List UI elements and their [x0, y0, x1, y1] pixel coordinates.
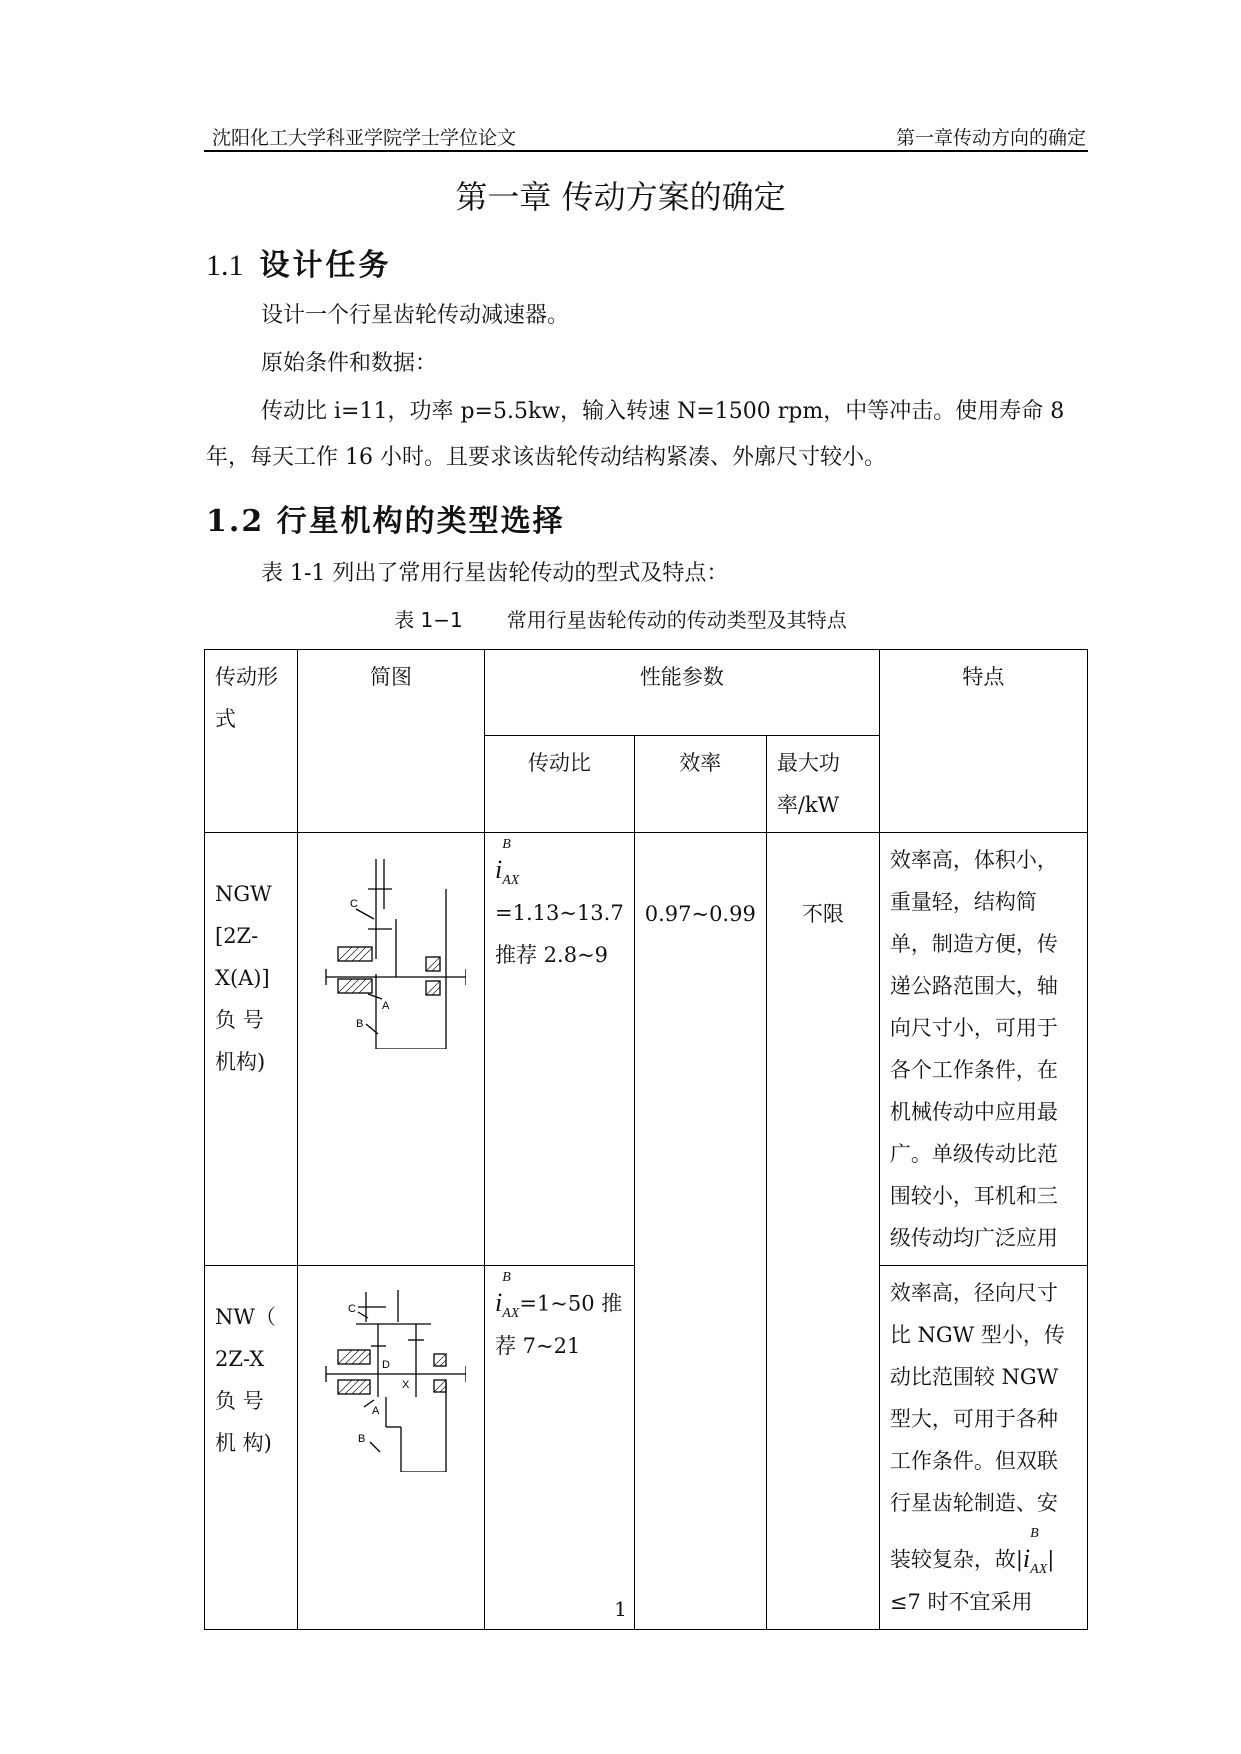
row-ngw-form: NGW [2Z-X(A)] 负 号 机构)	[205, 833, 298, 1266]
header-form: 传动形式	[205, 650, 298, 833]
header-rule	[204, 150, 1088, 152]
section-number: 1.1	[206, 249, 244, 282]
gear-type-table	[204, 649, 1088, 1630]
section-heading-1-2: 1.2 行星机构的类型选择	[206, 504, 565, 539]
diagram-label: X	[402, 1379, 410, 1391]
row-nw-diagram-cell	[298, 1266, 485, 1630]
row-nw-form: NW（ 2Z-X 负 号 机 构)	[205, 1266, 298, 1630]
ratio-value: =1~50 推荐 7~21	[495, 1291, 623, 1358]
chapter-title: 第一章 传动方案的确定	[455, 178, 786, 216]
header-features: 特点	[879, 650, 1087, 833]
table-caption	[0, 604, 1241, 633]
row-nw-ratio	[485, 1266, 635, 1630]
table-caption-number: 表 1−1	[394, 608, 463, 632]
diagram-label: C	[350, 898, 358, 910]
page-number: 1	[614, 1597, 627, 1621]
ngw-gear-diagram	[316, 849, 466, 1049]
diagram-label: A	[382, 1000, 390, 1012]
section-title: 设计任务	[259, 248, 392, 283]
row-efficiency: 0.97~0.99	[634, 833, 766, 1630]
row-max-power: 不限	[766, 833, 879, 1630]
diagram-label: B	[356, 1018, 364, 1030]
diagram-label: D	[382, 1359, 390, 1371]
row-ngw-diagram-cell	[298, 833, 485, 1266]
row-nw-features: 效率高，径向尺寸比 NGW 型小，传动比范围较 NGW 型大，可用于各种工作条件。但双联行星齿轮制造、安装较复杂，故$|i^B$ $_{AX}$|≤7 时不宜采用	[879, 1266, 1087, 1630]
diagram-label: A	[372, 1405, 380, 1417]
row-ngw-features: 效率高，体积小，重量轻，结构简单，制造方便，传递公路范围大，轴向尺寸小，可用于各个工作条件，在机械传动中应用最广。单级传动比范围较小，耳机和三级传动均广泛应用	[879, 833, 1087, 1266]
table-caption-title: 常用行星齿轮传动的传动类型及其特点	[506, 608, 847, 632]
paragraph: 原始条件和数据：	[261, 351, 438, 376]
paragraph: 传动比 i=11，功率 p=5.5kw，输入转速 N=1500 rpm，中等冲击。使用寿命 8 年，每天工作 16 小时。且要求该齿轮传动结构紧凑、外廓尺寸较小。	[206, 399, 1065, 470]
header-right: 第一章传动方向的确定	[895, 127, 1086, 149]
ratio-value: =1.13~13.7 推荐 2.8~9	[495, 900, 624, 967]
nw-gear-diagram	[316, 1282, 466, 1472]
diagram-label: C	[348, 1303, 356, 1315]
ratio-symbol: $i^B$ $_{AX}$	[495, 1270, 520, 1321]
ratio-symbol: $i^B$ $_{AX}$	[1022, 1526, 1048, 1577]
ratio-symbol: $i^B$ $_{AX}$	[495, 837, 520, 888]
diagram-label: B	[358, 1433, 366, 1445]
header-diagram: 简图	[298, 650, 485, 833]
header-left: 沈阳化工大学科亚学院学士学位论文	[212, 127, 517, 149]
row-ngw-ratio	[485, 833, 635, 1266]
header-efficiency: 效率	[634, 736, 766, 833]
header-performance: 性能参数	[485, 650, 880, 736]
header-max-power: 最大功率/kW	[766, 736, 879, 833]
table-intro: 表 1-1 列出了常用行星齿轮传动的型式及特点：	[261, 561, 729, 586]
paragraph: 设计一个行星齿轮传动减速器。	[261, 303, 570, 328]
header-ratio: 传动比	[485, 736, 635, 833]
section-heading-1-1	[206, 240, 392, 284]
